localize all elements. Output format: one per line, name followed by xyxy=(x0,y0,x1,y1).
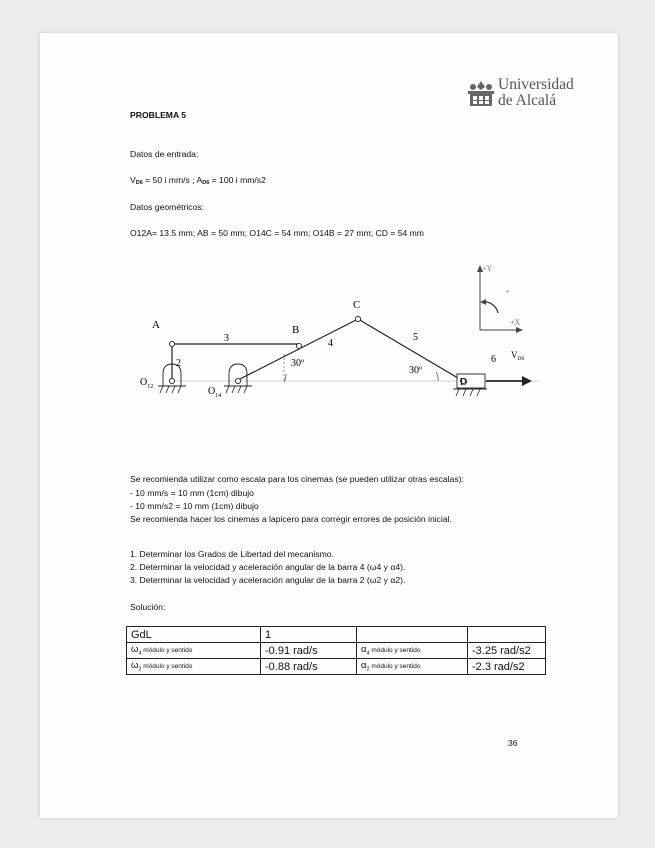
label-o14 xyxy=(208,386,221,399)
acceleration-symbol: A xyxy=(196,175,203,185)
scale-note-line2: - 10 mm/s2 = 10 mm (1cm) dibujo xyxy=(130,501,259,511)
university-name-line2: de Alcalá xyxy=(498,92,557,109)
scale-note-line3: Se recomienda hacer los cinemas a lapicero para corregir errores de posición inicial. xyxy=(130,514,452,524)
university-name xyxy=(498,77,574,109)
o14-joint xyxy=(235,378,240,383)
label-o12-letter: O xyxy=(140,377,148,388)
omega2-symbol: ω xyxy=(131,660,139,672)
page-sheet xyxy=(40,33,618,818)
a-joint xyxy=(169,341,174,346)
label-bar-2: 2 xyxy=(176,358,181,369)
scale-note-intro: Se recomienda utilizar como escala para los cinemas (se pueden utilizar otras escalas): xyxy=(130,474,464,484)
label-a: A xyxy=(152,319,160,331)
gdl-value: 1 xyxy=(261,627,357,643)
alpha4-label-text: módulo y sentido xyxy=(369,647,421,655)
o12-ground-hatch xyxy=(160,386,181,393)
acceleration-subscript: D6 xyxy=(202,180,210,186)
university-crest-icon xyxy=(467,79,495,109)
input-heading: Datos de entrada: xyxy=(130,149,199,159)
omega4-value: -0.91 rad/s xyxy=(261,643,357,659)
omega2-label xyxy=(127,659,261,675)
alpha2-symbol: α xyxy=(361,660,367,672)
angle-d-label: 30º xyxy=(409,365,423,376)
gdl-label: GdL xyxy=(127,627,261,643)
empty-cell xyxy=(357,627,468,643)
label-o12 xyxy=(140,377,153,390)
o12-joint xyxy=(169,378,174,383)
alpha2-label-text: módulo y sentido xyxy=(369,663,421,671)
velocity-symbol: V xyxy=(130,175,136,185)
alpha4-symbol: α xyxy=(361,644,367,656)
velocity-subscript: D6 xyxy=(135,180,143,186)
empty-cell xyxy=(468,627,546,643)
mechanism-diagram xyxy=(120,262,560,412)
solution-heading: Solución: xyxy=(130,602,166,612)
velocity-label-subscript: D6 xyxy=(517,356,525,362)
page-number: 36 xyxy=(508,738,518,748)
alpha4-value: -3.25 rad/s2 xyxy=(468,643,546,659)
solution-table xyxy=(126,626,546,675)
o14-ground-hatch xyxy=(226,386,247,393)
alpha2-value: -2.3 rad/s2 xyxy=(468,659,546,675)
label-bar-4: 4 xyxy=(328,338,333,349)
acceleration-value: = 100 i mm/s2 xyxy=(209,175,266,185)
question-3: 3. Determinar la velocidad y aceleración angular de la barra 2 (ω2 y α2). xyxy=(130,575,406,585)
label-b: B xyxy=(292,324,300,336)
omega2-label-text: módulo y sentido xyxy=(141,663,193,671)
omega4-symbol: ω xyxy=(131,644,139,656)
rotation-arrow-head xyxy=(480,299,486,305)
question-2: 2. Determinar la velocidad y aceleración angular de la barra 4 (ω4 y α4). xyxy=(130,562,406,572)
omega2-value: -0.88 rad/s xyxy=(261,659,357,675)
alpha2-subscript: 2 xyxy=(366,666,370,673)
geometric-heading: Datos geométricos: xyxy=(130,202,205,212)
omega4-label-text: módulo y sentido xyxy=(141,647,193,655)
axis-rotation-label: + xyxy=(505,287,510,296)
velocity-value: = 50 i mm/s ; xyxy=(142,175,197,185)
b-joint xyxy=(296,343,301,348)
university-logo xyxy=(467,77,579,111)
axis-y-label: +Y xyxy=(482,264,493,273)
axis-x-label: +X xyxy=(510,318,521,327)
table-row-bar2-w2 xyxy=(127,659,546,675)
velocity-arrow-head xyxy=(522,376,532,386)
table-row-gdl xyxy=(127,627,546,643)
velocity-label-letter: V xyxy=(511,350,518,360)
label-o14-letter: O xyxy=(208,386,216,397)
label-o12-subscript: 12 xyxy=(147,384,154,390)
angle-b-label: 30º xyxy=(291,358,305,369)
alpha2-label xyxy=(357,659,468,675)
x-axis-arrow xyxy=(516,327,523,333)
omega4-label xyxy=(127,643,261,659)
table-row-bar4-w4 xyxy=(127,643,546,659)
label-o14-subscript: 14 xyxy=(215,393,222,399)
university-name-line1: Universidad xyxy=(498,76,574,93)
velocity-label xyxy=(511,350,524,362)
input-data xyxy=(130,175,266,186)
omega4-subscript: 4 xyxy=(138,650,142,657)
label-c: C xyxy=(353,299,361,311)
slider-ground-hatch xyxy=(456,389,480,396)
omega2-subscript: 2 xyxy=(138,666,142,673)
label-d: D xyxy=(460,377,468,388)
scale-note-line1: - 10 mm/s = 10 mm (1cm) dibujo xyxy=(130,488,254,498)
problem-title: PROBLEMA 5 xyxy=(130,110,187,120)
alpha4-label xyxy=(357,643,468,659)
label-bar-3: 3 xyxy=(224,333,229,344)
label-bar-5: 5 xyxy=(413,332,418,343)
c-joint xyxy=(355,316,360,321)
angle-d-arc xyxy=(436,372,438,381)
alpha4-subscript: 4 xyxy=(366,650,370,657)
geometric-data: O12A= 13.5 mm; AB = 50 mm; O14C = 54 mm; O14B = 27 mm; CD = 54 mm xyxy=(130,228,424,238)
question-1: 1. Determinar los Grados de Libertad del mecanismo. xyxy=(130,549,334,559)
label-bar-6: 6 xyxy=(491,354,496,365)
